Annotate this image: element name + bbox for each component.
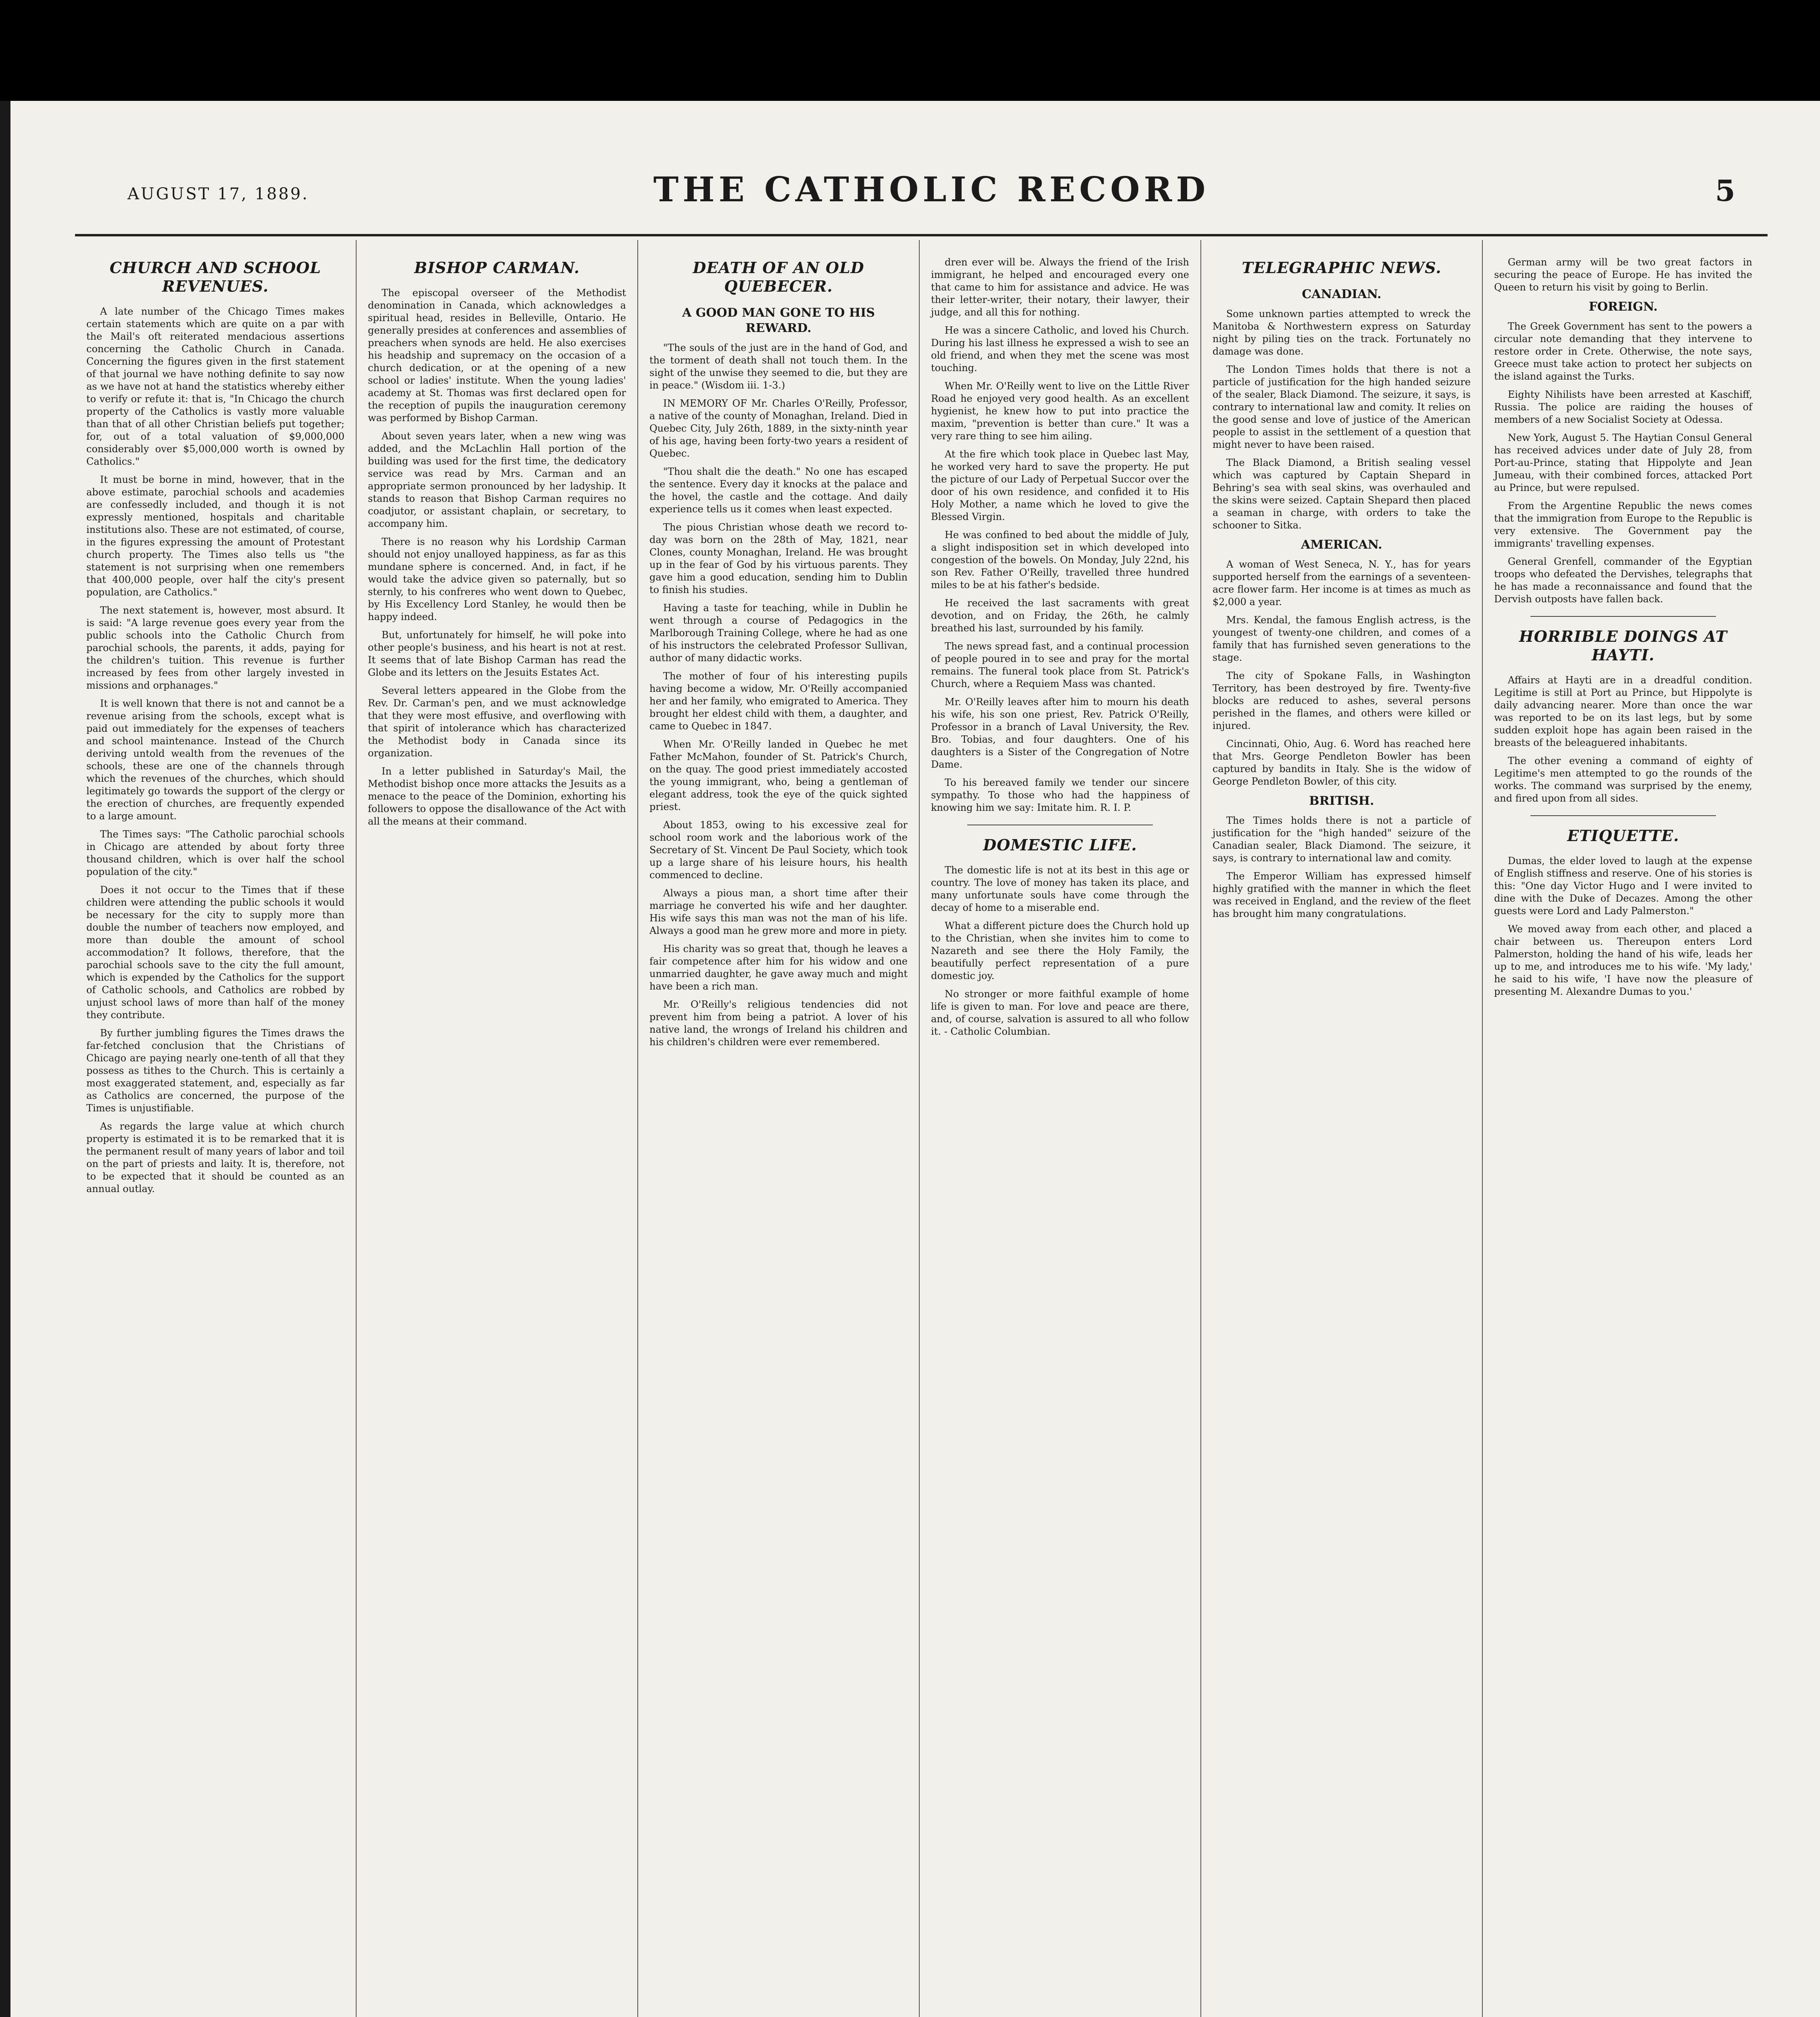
paragraph: The other evening a command of eighty of Legitime's men attempted to go the rounds of the works. The command was surprised by the enemy, and fired upon from all sides. xyxy=(1494,755,1752,804)
article-heading: DOMESTIC LIFE. xyxy=(983,836,1137,854)
paragraph: But, unfortunately for himself, he will poke into other people's business, and his heart is not at rest. It seems that of late Bishop Carman has read the Globe and its letters on the Jesuits Estates Act. xyxy=(368,629,626,678)
paragraph: It is well known that there is not and cannot be a revenue arising from the schools, except what is paid out immediately for the expenses of teachers and school maintenance. Instead of the Church deriving untold wealth from the revenues of the schools, these are one of the channels through which the revenues of the churches, which should legitimately go towards the support of the clergy or the erection of churches, are frequently expended to a large amount. xyxy=(86,698,344,822)
paragraph: Cincinnati, Ohio, Aug. 6. Word has reached here that Mrs. George Pendleton Bowler has been captured by bandits in Italy. She is the widow of George Pendleton Bowler, of this city. xyxy=(1213,738,1471,787)
paragraph: General Grenfell, commander of the Egyptian troops who defeated the Dervishes, telegraphs that he has made a reconnaissance and found that the Dervish outposts have fallen back. xyxy=(1494,556,1752,605)
page-number: 5 xyxy=(1715,173,1735,208)
column-4 xyxy=(920,240,1201,2017)
paragraph: Several letters appeared in the Globe from the Rev. Dr. Carman's pen, and we must acknowledge that they were most effusive, and overflowing with that spirit of intolerance which has characterized the Methodist body in Canada since its organization. xyxy=(368,685,626,759)
column-5 xyxy=(1201,240,1483,2017)
newspaper-page xyxy=(0,101,1820,2017)
paragraph: The mother of four of his interesting pupils having become a widow, Mr. O'Reilly accompanied her and her family, who emigrated to America. They brought her eldest child with them, a daughter, and came to Quebec in 1847. xyxy=(649,670,908,732)
section-divider xyxy=(1530,815,1716,816)
section-divider xyxy=(1530,616,1716,617)
memoriam-notice: IN MEMORY OF Mr. Charles O'Reilly, Professor, a native of the county of Monaghan, Ireland. Died in Quebec City, July 26th, 1889, in the sixty-ninth year of his age, having been forty-two years a resident of Quebec. xyxy=(649,398,908,459)
masthead xyxy=(127,169,1735,226)
paragraph: The pious Christian whose death we record to-day was born on the 28th of May, 1821, near Clones, county Monaghan, Ireland. He was brought up in the fear of God by his virtuous parents. They gave him a good education, sending him to Dublin to finish his studies. xyxy=(649,522,908,595)
paragraph: The Times says: "The Catholic parochial schools in Chicago are attended by about forty three thousand children, which is over half the school population of the city." xyxy=(86,829,344,877)
paragraph: Dumas, the elder loved to laugh at the expense of English stiffness and reserve. One of his stories is this: "One day Victor Hugo and I were invited to dine with the Duke of Decazes. Among the other guests were Lord and Lady Palmerston." xyxy=(1494,855,1752,917)
section-subheading: AMERICAN. xyxy=(1301,538,1382,552)
paragraph: In a letter published in Saturday's Mail, the Methodist bishop once more attacks the Jesuits as a menace to the peace of the Dominion, exhorting his followers to oppose the disallowance of the Act with all the means at their command. xyxy=(368,766,626,827)
paragraph: There is no reason why his Lordship Carman should not enjoy unalloyed happiness, as far as this mundane sphere is concerned. And, in fact, if he would take the advice given so paternally, but so sternly, to his confreres who went down to Quebec, by His Excellency Lord Stanley, he would then be happy indeed. xyxy=(368,536,626,622)
paragraph: "Thou shalt die the death." No one has escaped the sentence. Every day it knocks at the palace and the hovel, the castle and the cottage. And daily experience tells us it comes when least expected. xyxy=(649,466,908,515)
column-6 xyxy=(1483,240,1764,2017)
section-subheading: FOREIGN. xyxy=(1588,300,1658,314)
epigraph: "The souls of the just are in the hand of God, and the torment of death shall not touch them. In the sight of the unwise they seemed to die, but they are in peace." (Wisdom iii. 1-3.) xyxy=(649,342,908,391)
header-rule xyxy=(75,234,1768,236)
paragraph: Mr. O'Reilly's religious tendencies did not prevent him from being a patriot. A lover of his native land, the wrongs of Ireland his children and his children's children were ever remembered. xyxy=(649,999,908,1048)
paragraph: The news spread fast, and a continual procession of people poured in to see and pray for the mortal remains. The funeral took place from St. Patrick's Church, where a Requiem Mass was chanted. xyxy=(931,641,1189,689)
paragraph: As regards the large value at which church property is estimated it is to be remarked that it is the permanent result of many years of labor and toil on the part of priests and laity. It is, therefore, not to be expected that it should be counted as an annual outlay. xyxy=(86,1121,344,1194)
paragraph: About 1853, owing to his excessive zeal for school room work and the laborious work of the Secretary of St. Vincent De Paul Society, which took up a large share of his leisure hours, his health commenced to decline. xyxy=(649,819,908,881)
paragraph: Always a pious man, a short time after their marriage he converted his wife and her daughter. His wife says this man was not the man of his life. Always a good man he grew more and more in piety. xyxy=(649,887,908,936)
column-2 xyxy=(357,240,638,2017)
paragraph: A woman of West Seneca, N. Y., has for years supported herself from the earnings of a seventeen-acre flower farm. Her income is at times as much as $2,000 a year. xyxy=(1213,559,1471,608)
paragraph: dren ever will be. Always the friend of the Irish immigrant, he helped and encouraged every one that came to him for assistance and advice. He was their letter-writer, their notary, their lawyer, their judge, and all this for nothing. xyxy=(931,257,1189,318)
paragraph: The Black Diamond, a British sealing vessel which was captured by Captain Shepard in Behring's sea with seal skins, was overhauled and the skins were seized. Captain Shepard then placed a seaman in charge, with orders to take the schooner to Sitka. xyxy=(1213,457,1471,531)
paragraph: Eighty Nihilists have been arrested at Kaschiff, Russia. The police are raiding the houses of members of a new Socialist Society at Odessa. xyxy=(1494,389,1752,425)
column-3 xyxy=(638,240,920,2017)
article-subheading: A GOOD MAN GONE TO HIS REWARD. xyxy=(682,306,875,335)
article-columns xyxy=(75,240,1764,2017)
article-heading: CHURCH AND SCHOOL REVENUES. xyxy=(109,259,321,295)
issue-date: AUGUST 17, 1889. xyxy=(127,185,309,203)
paragraph: He received the last sacraments with great devotion, and on Friday, the 26th, he calmly breathed his last, surrounded by his family. xyxy=(931,597,1189,634)
paragraph: The Emperor William has expressed himself highly gratified with the manner in which the fleet was received in England, and the review of the fleet has brought him many congratulations. xyxy=(1213,871,1471,919)
paragraph: German army will be two great factors in securing the peace of Europe. He has invited the Queen to return his visit by going to Berlin. xyxy=(1494,257,1752,293)
paragraph: Some unknown parties attempted to wreck the Manitoba & Northwestern express on Saturday night by piling ties on the track. Fortunately no damage was done. xyxy=(1213,308,1471,357)
paragraph: The Times holds there is not a particle of justification for the "high handed" seizure of the Canadian sealer, Black Diamond. The seizure, it says, is contrary to international law and comity. xyxy=(1213,815,1471,864)
paragraph: He was confined to bed about the middle of July, a slight indisposition set in which developed into congestion of the bowels. On Monday, July 22nd, his son Rev. Father O'Reilly, travelled three hundred miles to be at his father's bedside. xyxy=(931,529,1189,591)
paragraph: When Mr. O'Reilly went to live on the Little River Road he enjoyed very good health. As an excellent hygienist, he knew how to put into practice the maxim, "prevention is better than cure." It was a very rare thing to see him ailing. xyxy=(931,380,1189,442)
article-heading: TELEGRAPHIC NEWS. xyxy=(1242,259,1442,277)
paragraph: He was a sincere Catholic, and loved his Church. During his last illness he expressed a wish to see an old friend, and when they met the scene was most touching. xyxy=(931,325,1189,374)
paragraph: A late number of the Chicago Times makes certain statements which are quite on a par with the Mail's oft reiterated mendacious assertions concerning the Catholic Church in Canada. Concerning the figures given in the first statement of that journal we have nothing definite to say now as we have not at hand the statistics whereby either to verify or refute it: that is, "In Chicago the church property of the Catholics is vastly more valuable than that of all other Christian beliefs put together; for, out of a total valuation of $9,000,000 considerably over $5,000,000 worth is owned by Catholics." xyxy=(86,306,344,467)
article-heading: ETIQUETTE. xyxy=(1567,827,1679,845)
paragraph: No stronger or more faithful example of home life is given to man. For love and peace are there, and, of course, salvation is assured to all who follow it. - Catholic Columbian. xyxy=(931,988,1189,1037)
section-subheading: BRITISH. xyxy=(1309,794,1374,808)
paragraph: From the Argentine Republic the news comes that the immigration from Europe to the Republic is very extensive. The Government pay the immigrants' travelling expenses. xyxy=(1494,500,1752,549)
article-heading: BISHOP CARMAN. xyxy=(414,259,580,277)
article-heading: DEATH OF AN OLD QUEBECER. xyxy=(693,259,864,295)
paragraph: We moved away from each other, and placed a chair between us. Thereupon enters Lord Palmerston, holding the hand of his wife, leads her up to me, and introduces me to his wife. 'My lady,' he said to his wife, 'I have now the pleasure of presenting M. Alexandre Dumas to you.' xyxy=(1494,923,1752,997)
paragraph: The next statement is, however, most absurd. It is said: "A large revenue goes every year from the public schools into the Catholic Church from parochial schools, the parents, it adds, paying for the children's tuition. This revenue is further increased by fees from other largely invested in missions and orphanages." xyxy=(86,605,344,691)
paragraph: At the fire which took place in Quebec last May, he worked very hard to save the property. He put the picture of our Lady of Perpetual Succor over the door of his own residence, and confided it to His Holy Mother, a name which he loved to give the Blessed Virgin. xyxy=(931,449,1189,522)
newspaper-title: THE CATHOLIC RECORD xyxy=(653,169,1210,209)
paragraph: When Mr. O'Reilly landed in Quebec he met Father McMahon, founder of St. Patrick's Church, on the quay. The good priest immediately accosted the young immigrant, who, being a gentleman of elegant address, took the eye of the quick sighted priest. xyxy=(649,739,908,812)
paragraph: His charity was so great that, though he leaves a fair competence after him for his widow and one unmarried daughter, he gave away much and might have been a rich man. xyxy=(649,943,908,992)
paragraph: The Greek Government has sent to the powers a circular note demanding that they intervene to restore order in Crete. Otherwise, the note says, Greece must take action to protect her subjects on the island against the Turks. xyxy=(1494,321,1752,382)
paragraph: The episcopal overseer of the Methodist denomination in Canada, which acknowledges a spiritual head, resides in Belleville, Ontario. He generally presides at conferences and assemblies of preachers when synods are held. He also exercises his headship and supremacy on the occasion of a church dedication, or at the opening of a new school or ladies' institute. When the young ladies' academy at St. Thomas was first declared open for the reception of pupils the inauguration ceremony was performed by Bishop Carman. xyxy=(368,287,626,424)
paragraph: Mr. O'Reilly leaves after him to mourn his death his wife, his son one priest, Rev. Patrick O'Reilly, Professor in a branch of Laval University, the Rev. Bro. Tobias, and four daughters. One of his daughters is a Sister of the Congregation of Notre Dame. xyxy=(931,696,1189,770)
paragraph: To his bereaved family we tender our sincere sympathy. To those who had the happiness of knowing him we say: Imitate him. R. I. P. xyxy=(931,777,1189,813)
paragraph: Does it not occur to the Times that if these children were attending the public schools it would be necessary for the city to supply more than double the number of teachers now employed, and more than double the amount of school accommodation? It follows, therefore, that the parochial schools save to the city the full amount, which is expended by the Catholics for the support of Catholic schools, and Catholics are robbed by unjust school laws of more than half of the money they contribute. xyxy=(86,884,344,1021)
paragraph: Affairs at Hayti are in a dreadful condition. Legitime is still at Port au Prince, but Hippolyte is daily advancing nearer. More than once the war was reported to be on its last legs, but by some sudden exploit hope has again been raised in the breasts of the beleaguered inhabitants. xyxy=(1494,674,1752,748)
paragraph: By further jumbling figures the Times draws the far-fetched conclusion that the Christians of Chicago are paying nearly one-tenth of all that they possess as tithes to the Church. This is certainly a most exaggerated statement, and, especially as far as Catholics are concerned, the purpose of the Times is unjustifiable. xyxy=(86,1027,344,1114)
paragraph: New York, August 5. The Haytian Consul General has received advices under date of July 28, from Port-au-Prince, stating that Hippolyte and Jean Jumeau, with their combined forces, attacked Port au Prince, but were repulsed. xyxy=(1494,432,1752,493)
paragraph: The city of Spokane Falls, in Washington Territory, has been destroyed by fire. Twenty-five blocks are reduced to ashes, several persons perished in the flames, and others were killed or injured. xyxy=(1213,670,1471,731)
section-subheading: CANADIAN. xyxy=(1302,287,1382,301)
paragraph: The London Times holds that there is not a particle of justification for the high handed seizure of the sealer, Black Diamond. The seizure, it says, is contrary to international law and comity. It relies on the good sense and love of justice of the American people to assist in the settlement of a question that might never to have been raised. xyxy=(1213,364,1471,450)
paragraph: The domestic life is not at its best in this age or country. The love of money has taken its place, and many unfortunate souls have come through the decay of home to a miserable end. xyxy=(931,864,1189,913)
column-1 xyxy=(75,240,357,2017)
paragraph: It must be borne in mind, however, that in the above estimate, parochial schools and academies are confessedly included, and though it is not expressly mentioned, hospitals and charitable institutions also. These are not estimated, of course, in the figures expressing the amount of Protestant church property. The Times also tells us "the statement is not surprising when one remembers that 400,000 people, over half the city's present population, are Catholics." xyxy=(86,474,344,598)
paragraph: What a different picture does the Church hold up to the Christian, when she invites him to come to Nazareth and see there the Holy Family, the beautifully perfect representation of a pure domestic joy. xyxy=(931,920,1189,981)
paragraph: Having a taste for teaching, while in Dublin he went through a course of Pedagogics in the Marlborough Training College, where he had as one of his instructors the celebrated Professor Sullivan, author of many didactic works. xyxy=(649,602,908,664)
paragraph: Mrs. Kendal, the famous English actress, is the youngest of twenty-one children, and comes of a family that has furnished seven generations to the stage. xyxy=(1213,614,1471,663)
article-heading: HORRIBLE DOINGS AT HAYTI. xyxy=(1519,627,1728,664)
paragraph: About seven years later, when a new wing was added, and the McLachlin Hall portion of the building was used for the first time, the dedicatory service was read by Mrs. Carman and an appropriate sermon pronounced by her ladyship. It stands to reason that Bishop Carman requires no coadjutor, or assistant chaplain, or secretary, to accompany him. xyxy=(368,430,626,529)
